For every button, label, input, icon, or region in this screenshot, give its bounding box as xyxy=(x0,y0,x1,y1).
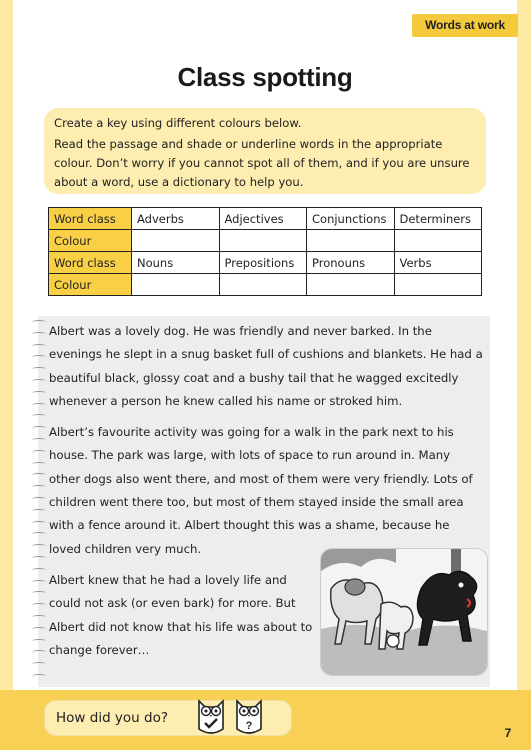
notepad-ring xyxy=(32,674,46,678)
notepad-ring xyxy=(32,403,46,407)
instructions-box xyxy=(44,108,486,194)
colour-cell[interactable] xyxy=(132,274,220,296)
notepad-ring xyxy=(32,438,46,442)
colour-cell[interactable] xyxy=(394,274,482,296)
notepad-ring xyxy=(32,367,46,371)
notepad-ring xyxy=(32,344,46,348)
instruction-line-2: Read the passage and shade or underline words in the appropriate colour. Don’t worry if you cannot spot all of them, and if you are unsure about a word, use a dictionary to help you. xyxy=(54,137,470,189)
notepad-ring xyxy=(32,580,46,584)
colour-cell[interactable] xyxy=(219,230,307,252)
passage-paragraph-1[interactable]: Albert was a lovely dog. He was friendly and never barked. In the evenings he slept in a snug basket full of cushions and blankets. He had a beautiful black, glossy coat and a bushy tail that he wagged excitedly whenever a person he knew called his name or stroked him. xyxy=(49,324,483,408)
notepad-ring xyxy=(32,532,46,536)
word-class-label: Word class xyxy=(49,208,132,230)
notepad-ring xyxy=(32,662,46,666)
passage-paragraph-2[interactable]: Albert’s favourite activity was going for a walk in the park next to his house. The park was large, with lots of space to run around in. Many other dogs also went there, and most of them were very friendly. Lots of children went there too, but most of them stayed inside the small area with a fence around it. Albert thought this was a shame, because he loved children very much. xyxy=(49,425,473,556)
page-title: Class spotting xyxy=(177,62,353,92)
notepad-ring xyxy=(32,568,46,572)
notepad-ring xyxy=(32,544,46,548)
colour-label: Colour xyxy=(49,230,132,252)
word-class-cell: Verbs xyxy=(394,252,482,274)
notepad-ring xyxy=(32,485,46,489)
owl-tick-icon[interactable] xyxy=(195,693,227,735)
colour-cell[interactable] xyxy=(219,274,307,296)
word-class-cell: Determiners xyxy=(394,208,482,230)
colour-cell[interactable] xyxy=(132,230,220,252)
colour-cell[interactable] xyxy=(394,230,482,252)
notepad-ring xyxy=(32,650,46,654)
table-row xyxy=(49,208,482,230)
notepad-ring xyxy=(32,521,46,525)
word-class-cell: Nouns xyxy=(132,252,220,274)
notepad-ring xyxy=(32,462,46,466)
colour-label: Colour xyxy=(49,274,132,296)
word-class-cell: Prepositions xyxy=(219,252,307,274)
notepad-ring xyxy=(32,391,46,395)
notepad-ring xyxy=(32,320,46,324)
notepad-ring xyxy=(32,639,46,643)
owl-question-icon[interactable] xyxy=(233,693,265,735)
notepad-ring xyxy=(32,627,46,631)
colour-cell[interactable] xyxy=(307,274,395,296)
section-tag: Words at work xyxy=(412,14,518,37)
notepad-ring xyxy=(32,556,46,560)
notepad-ring xyxy=(32,332,46,336)
notepad-ring xyxy=(32,603,46,607)
notepad-ring xyxy=(32,497,46,501)
page-number: 7 xyxy=(498,723,518,743)
notepad-ring xyxy=(32,379,46,383)
word-class-cell: Pronouns xyxy=(307,252,395,274)
colour-key-table xyxy=(48,207,482,296)
notepad-ring xyxy=(32,414,46,418)
notepad-ring xyxy=(32,591,46,595)
notepad-ring xyxy=(32,355,46,359)
self-assessment-box xyxy=(44,700,292,736)
table-row xyxy=(49,230,482,252)
table-row xyxy=(49,274,482,296)
word-class-cell: Adjectives xyxy=(219,208,307,230)
notepad-ring xyxy=(32,473,46,477)
notepad-ring xyxy=(32,615,46,619)
how-did-you-do-label: How did you do? xyxy=(56,710,169,726)
svg-text:?: ? xyxy=(245,720,253,732)
notepad-ring xyxy=(32,450,46,454)
dogs-illustration xyxy=(320,548,488,676)
word-class-cell: Adverbs xyxy=(132,208,220,230)
notepad-ring xyxy=(32,509,46,513)
word-class-label: Word class xyxy=(49,252,132,274)
passage-paragraph-3[interactable]: Albert knew that he had a lovely life and could not ask (or even bark) for more. But Albert did not know that his life was about to change forever… xyxy=(49,572,313,657)
colour-cell[interactable] xyxy=(307,230,395,252)
word-class-cell: Conjunctions xyxy=(307,208,395,230)
table-row xyxy=(49,252,482,274)
instruction-line-1: Create a key using different colours below. xyxy=(54,116,302,130)
notepad-ring xyxy=(32,426,46,430)
notepad-rings xyxy=(32,320,46,685)
dogs-in-park-icon xyxy=(321,549,487,675)
